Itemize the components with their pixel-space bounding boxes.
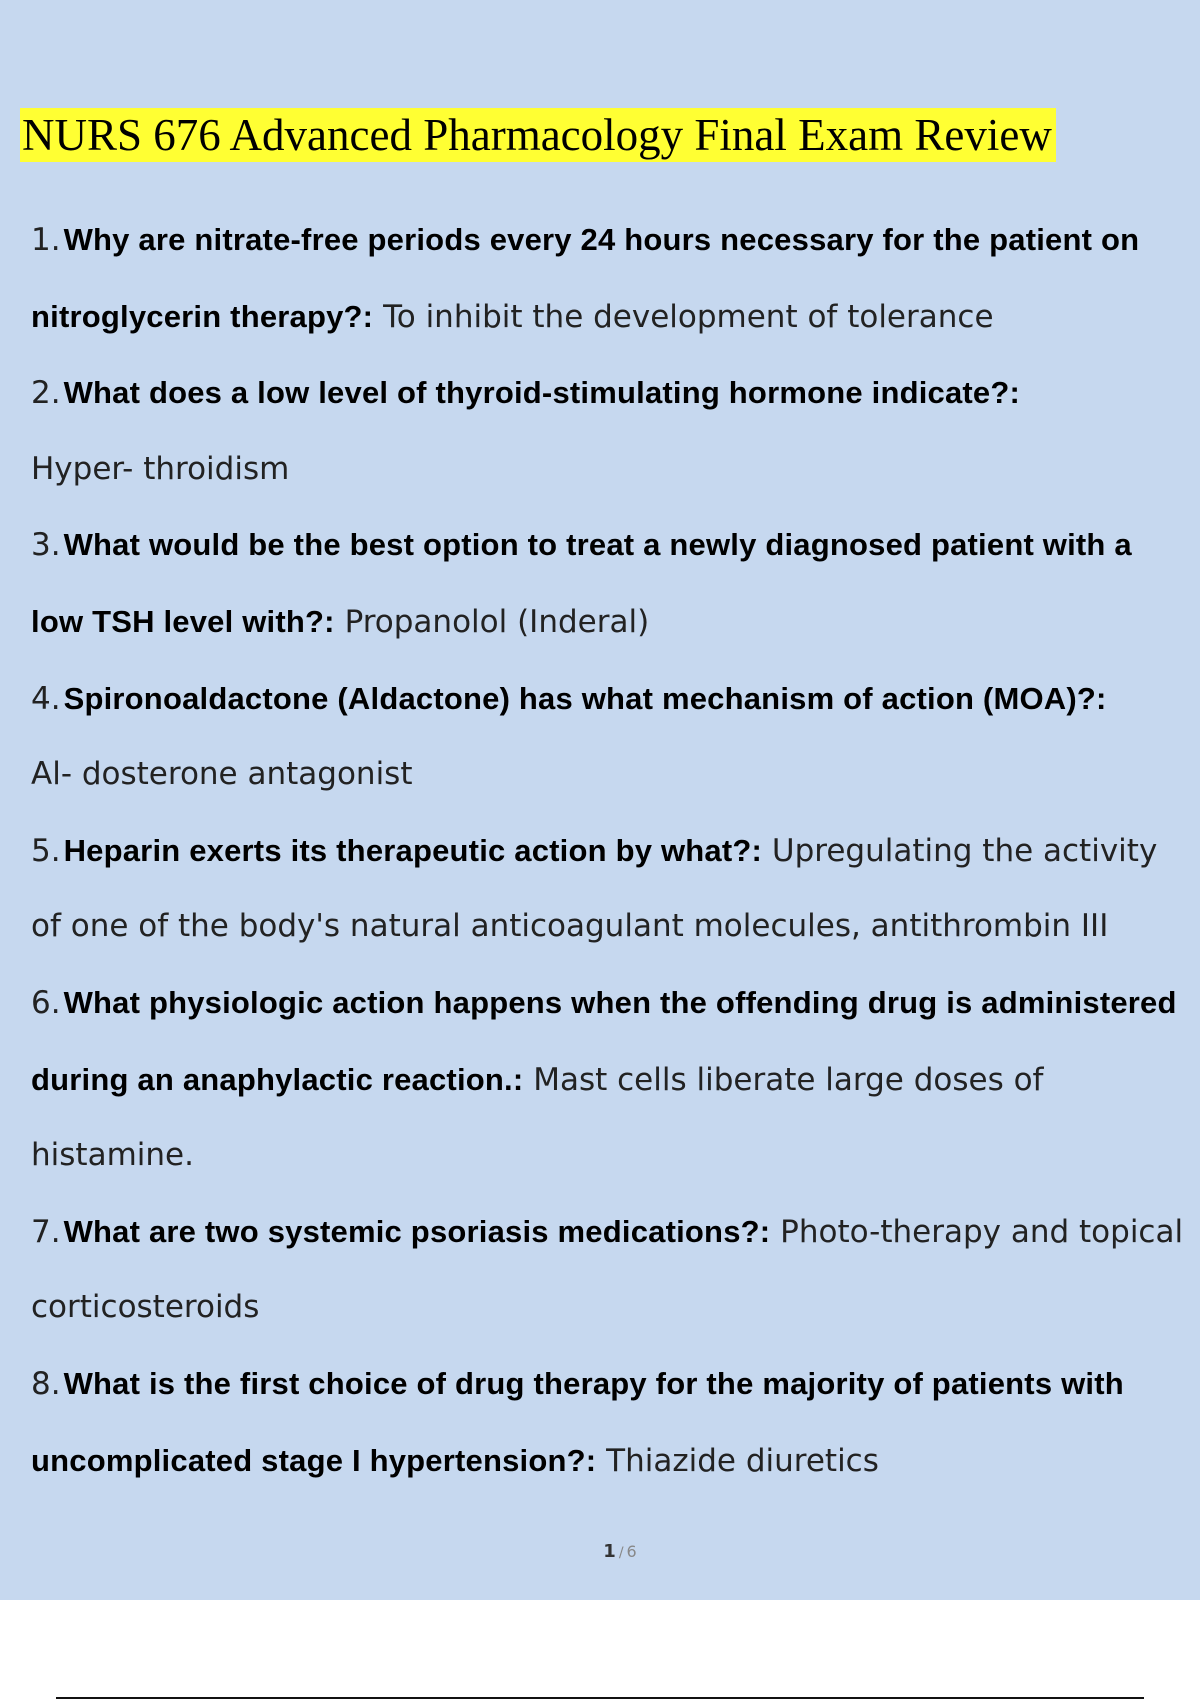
document-title: NURS 676 Advanced Pharmacology Final Exam Review — [20, 108, 1056, 162]
answer-text: Propanolol (Inderal) — [344, 603, 650, 640]
item-number: 1. — [31, 222, 61, 258]
next-page-divider — [56, 1697, 1144, 1699]
question-text: What does a low level of thyroid-stimulating hormone indicate?: — [63, 375, 1021, 411]
question-text: What are two systemic psoriasis medications?: — [63, 1213, 771, 1249]
answer-text: Upregulating the activity of one of the body's natural anticoagulant molecules, antithrombin III — [31, 832, 1158, 945]
item-number: 4. — [31, 680, 61, 717]
answer-text: Al- dosterone antagonist — [31, 756, 413, 793]
question-text: Heparin exerts its therapeutic action by what?: — [63, 832, 763, 868]
answer-text: Thiazide diuretics — [606, 1442, 879, 1479]
answer-text: Hyper- throidism — [31, 450, 290, 487]
item-number: 5. — [31, 832, 61, 869]
question-text: What physiologic action happens when the offending drug is administered during an anaphylactic reaction.: — [31, 984, 1177, 1097]
list-item — [31, 965, 1191, 1194]
total-pages: 6 — [626, 1542, 637, 1561]
list-item — [31, 1194, 1191, 1346]
question-text: Spironoaldactone (Aldactone) has what mechanism of action (MOA)?: — [63, 680, 1107, 716]
item-number: 2. — [31, 375, 61, 412]
answer-text: Photo-therapy and topical corticosteroids — [31, 1213, 1184, 1326]
question-text: Why are nitrate-free periods every 24 hours necessary for the patient on nitroglycerin therapy?: — [31, 222, 1140, 334]
answer-text: Mast cells liberate large doses of histamine. — [31, 1061, 1044, 1174]
list-item — [31, 661, 1191, 813]
page-separator: / — [618, 1545, 624, 1561]
current-page-number: 1 — [603, 1541, 616, 1562]
answer-text: To inhibit the development of tolerance — [383, 298, 994, 335]
question-text: What is the first choice of drug therapy for the majority of patients with uncomplicated stage I hypertension?: — [31, 1365, 1124, 1478]
list-item — [31, 1346, 1191, 1499]
question-list — [31, 202, 1191, 1499]
item-number: 7. — [31, 1213, 61, 1250]
question-text: What would be the best option to treat a newly diagnosed patient with a low TSH level with?: — [31, 527, 1132, 639]
list-item — [31, 813, 1191, 965]
item-number: 3. — [31, 527, 61, 564]
page-indicator — [0, 1541, 1200, 1562]
list-item — [31, 507, 1191, 660]
list-item — [31, 355, 1191, 507]
item-number: 8. — [31, 1365, 61, 1402]
item-number: 6. — [31, 984, 61, 1021]
list-item — [31, 202, 1191, 355]
